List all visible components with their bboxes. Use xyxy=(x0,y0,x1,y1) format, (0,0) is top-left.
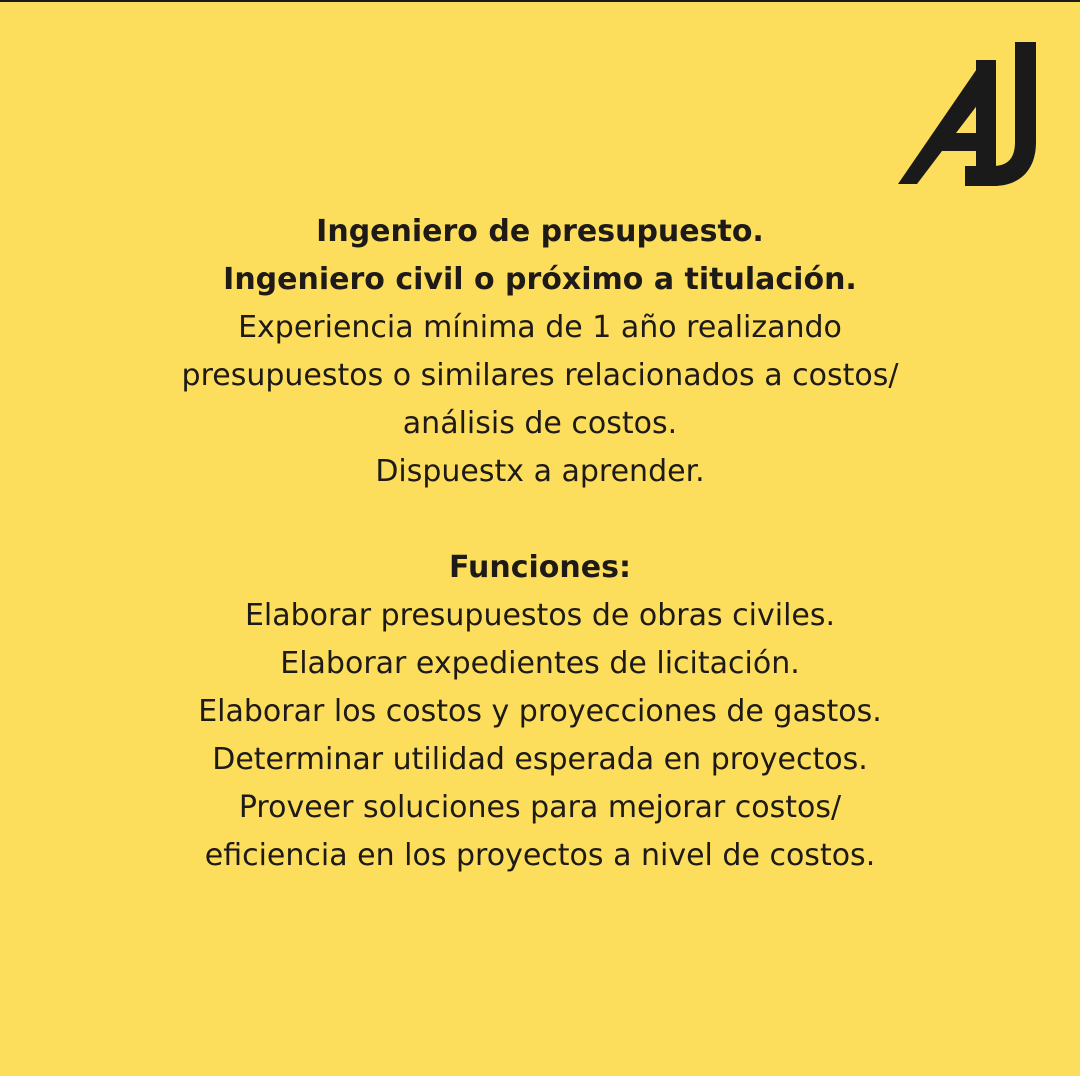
logo-j-shape xyxy=(965,42,1036,186)
aj-monogram-logo-icon xyxy=(895,40,1040,186)
section-spacer xyxy=(0,496,1080,544)
requirement-line: Dispuestx a aprender. xyxy=(375,454,705,489)
job-description xyxy=(0,208,1080,880)
functions-heading: Funciones: xyxy=(449,550,631,585)
job-subtitle: Ingeniero civil o próximo a titulación. xyxy=(223,262,857,297)
function-line: eficiencia en los proyectos a nivel de costos. xyxy=(204,838,876,873)
logo-a-stem xyxy=(976,60,996,184)
requirement-line: Experiencia mínima de 1 año realizando xyxy=(238,310,842,345)
function-line: Elaborar presupuestos de obras civiles. xyxy=(244,598,836,633)
function-line: Elaborar expedientes de licitación. xyxy=(280,646,800,681)
function-line: Proveer soluciones para mejorar costos/ xyxy=(238,790,842,825)
requirement-line: presupuestos o similares relacionados a costos/ xyxy=(181,358,899,393)
requirement-line: análisis de costos. xyxy=(402,406,678,441)
logo-a-shape xyxy=(898,60,986,184)
function-line: Determinar utilidad esperada en proyectos. xyxy=(212,742,868,777)
function-line: Elaborar los costos y proyecciones de gastos. xyxy=(198,694,882,729)
job-title: Ingeniero de presupuesto. xyxy=(316,214,764,249)
